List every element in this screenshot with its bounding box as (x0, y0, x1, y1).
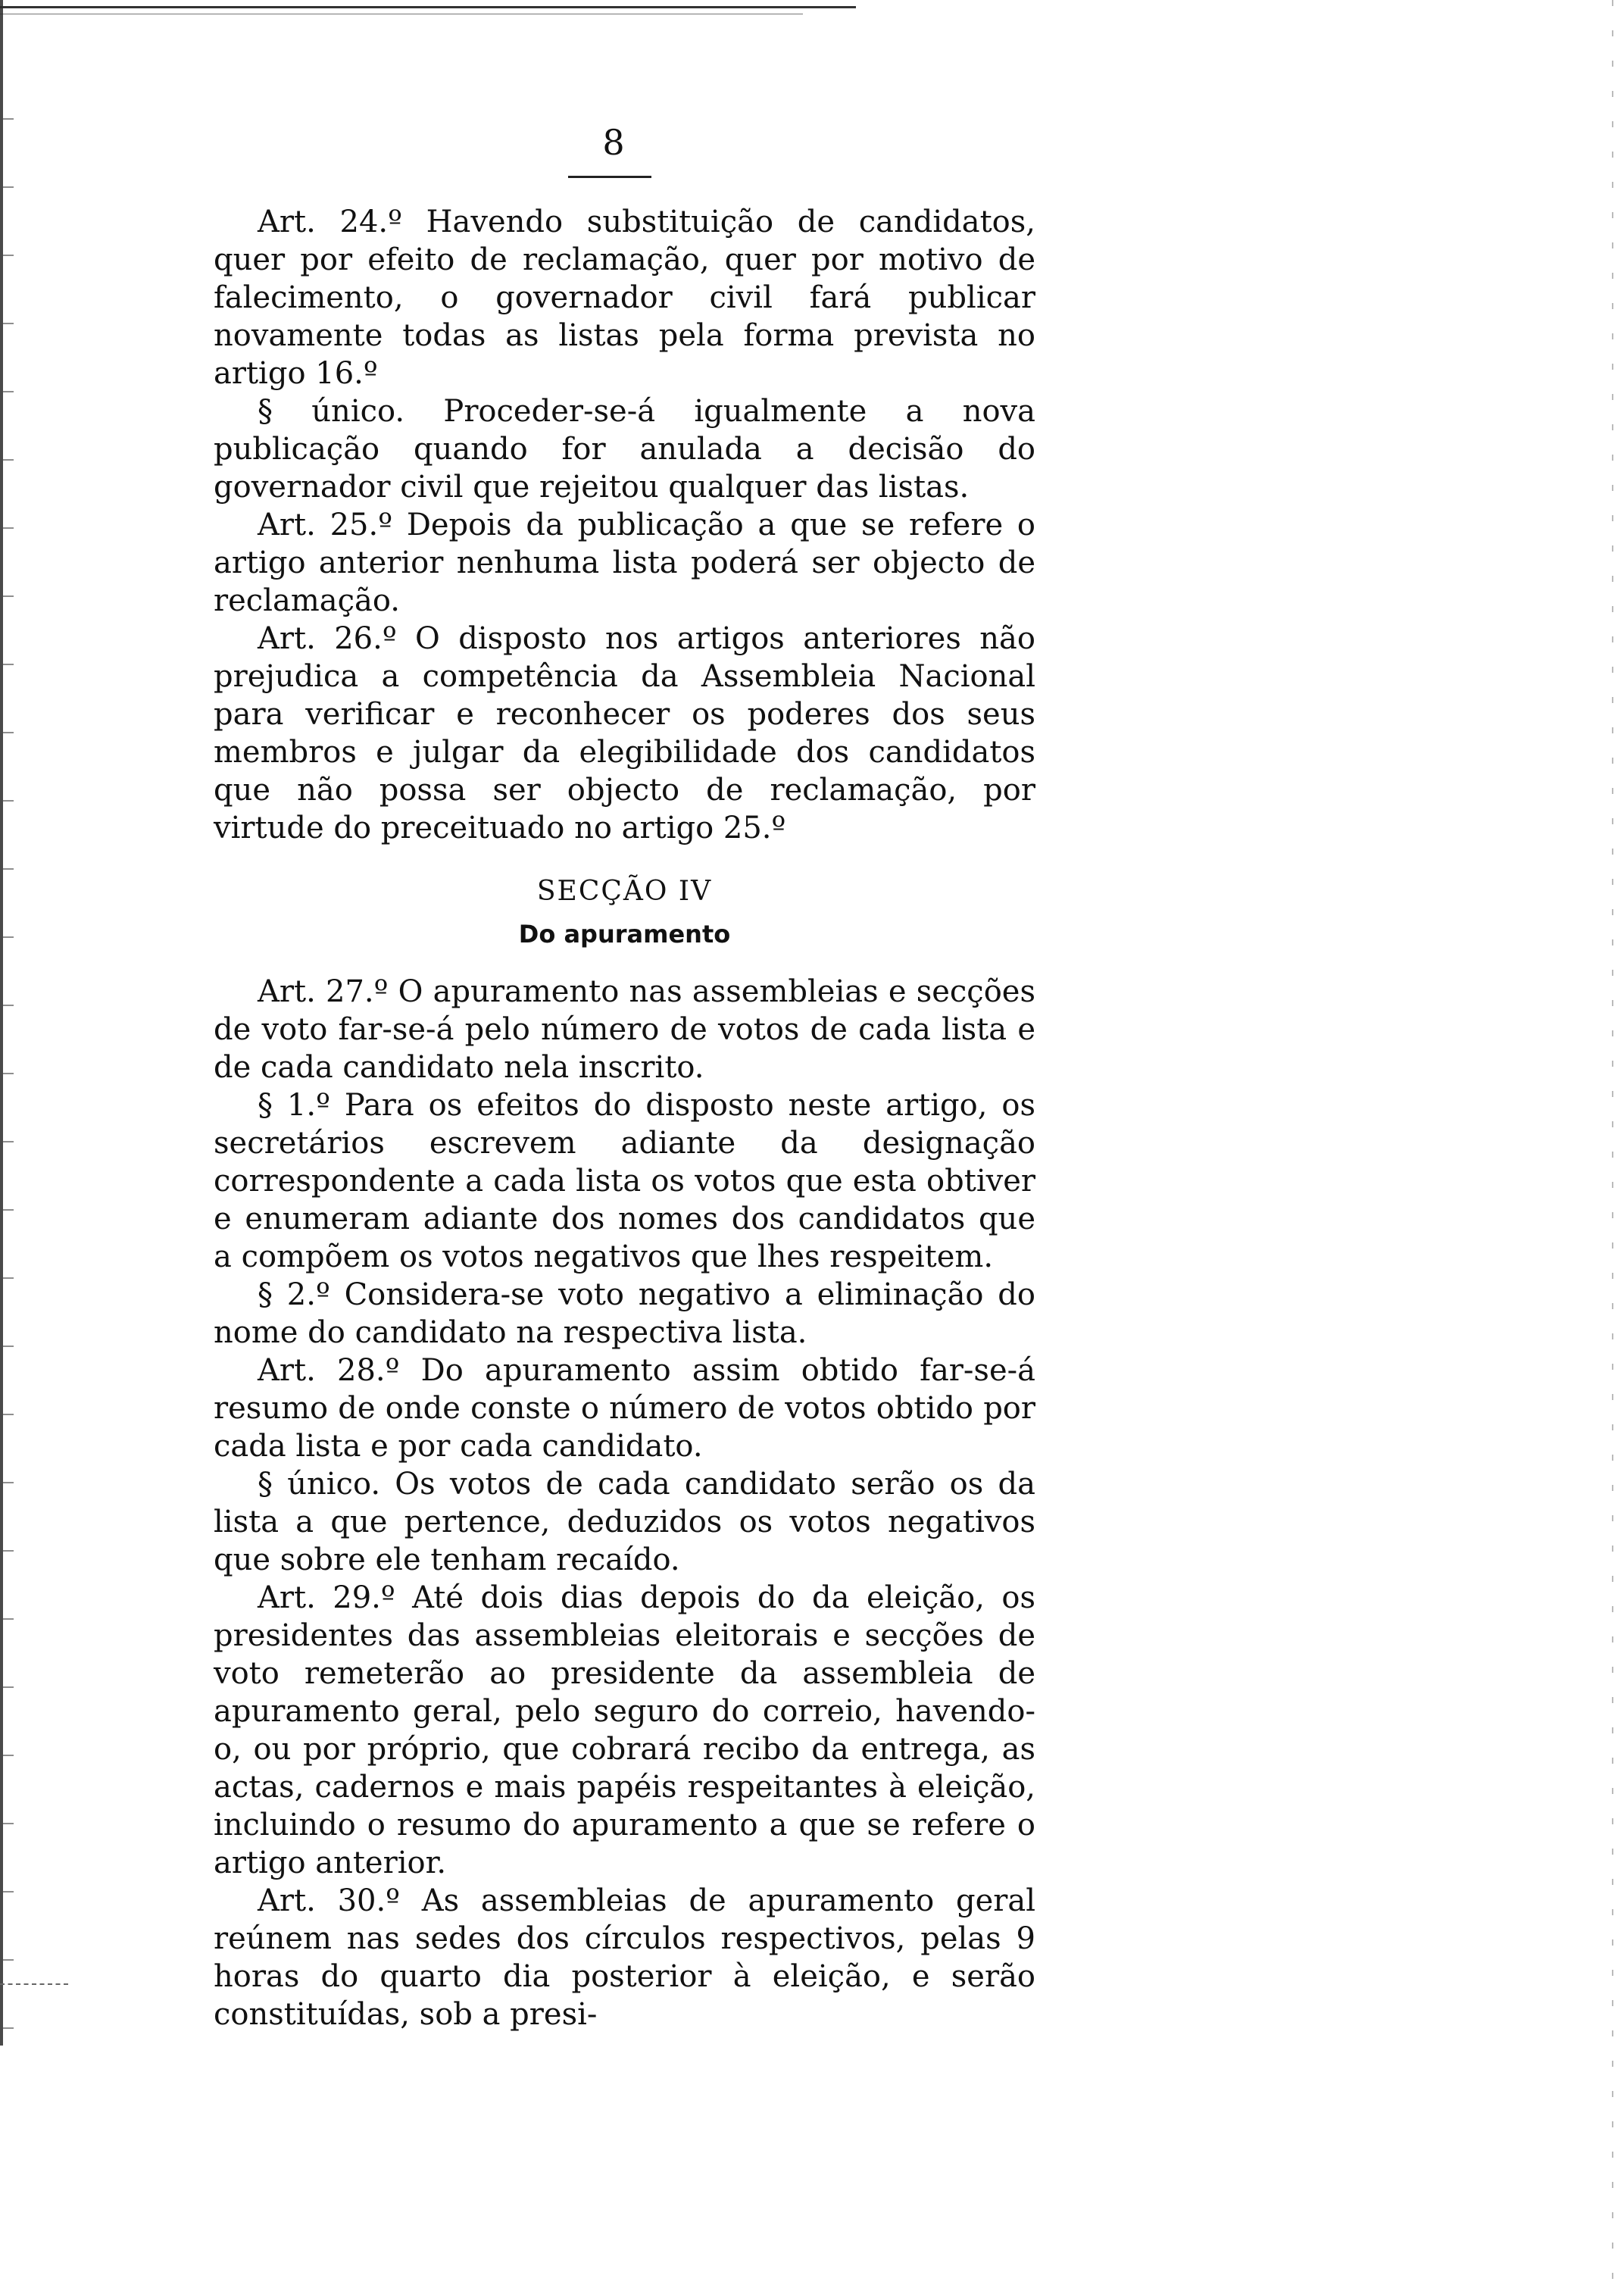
scan-top-border (0, 6, 856, 8)
page-number-underline (568, 176, 651, 178)
article-24-paragraph-unico: § único. Proceder-se-á igualmente a nova publicação quando for anulada a decisão do governador civil que rejeitou qualquer das listas. (214, 394, 1035, 505)
article-25: Art. 25.º Depois da publicação a que se refere o artigo anterior nenhuma lista poderá ser objecto de reclamação. (214, 508, 1035, 618)
article-24: Art. 24.º Havendo substituição de candidatos, quer por efeito de reclamação, quer por motivo de falecimento, o governador civil fará publicar novamente todas as listas pela forma prevista no artigo 16.º (214, 205, 1035, 391)
article-27-paragraph-2: § 2.º Considera-se voto negativo a eliminação do nome do candidato na respectiva lista. (214, 1277, 1035, 1350)
page-number: 8 (602, 122, 625, 163)
document-body (214, 203, 1035, 2033)
scan-left-marks (3, 91, 14, 2061)
scan-bottom-tick (0, 1983, 68, 1985)
article-28: Art. 28.º Do apuramento assim obtido far-se-á resumo de onde conste o número de votos obtido por cada lista e por cada candidato. (214, 1353, 1035, 1464)
article-26: Art. 26.º O disposto nos artigos anteriores não prejudica a competência da Assembleia Nacional para verificar e reconhecer os poderes dos seus membros e julgar da elegibilidade dos candidatos que não possa ser objecto de reclamação, por virtude do preceituado no artigo 25.º (214, 621, 1035, 845)
scan-right-edge (1612, 0, 1613, 2291)
article-27: Art. 27.º O apuramento nas assembleias e secções de voto far-se-á pelo número de votos de cada lista e de cada candidato nela inscrito. (214, 974, 1035, 1085)
section-subtitle: Do apuramento (518, 920, 731, 949)
article-29: Art. 29.º Até dois dias depois do da eleição, os presidentes das assembleias eleitorais e secções de voto remeterão ao presidente da assembleia de apuramento geral, pelo seguro do correio, havendo-o, ou por próprio, que cobrará recibo da entrega, as actas, cadernos e mais papéis respeitantes à eleição, incluindo o resumo do apuramento a que se refere o artigo anterior. (214, 1580, 1035, 1880)
article-30: Art. 30.º As assembleias de apuramento geral reúnem nas sedes dos círculos respectivos, pelas 9 horas do quarto dia posterior à eleição, e serão constituídas, sob a presi- (214, 1883, 1035, 2032)
article-28-paragraph-unico: § único. Os votos de cada candidato serão os da lista a que pertence, deduzidos os votos negativos que sobre ele tenham recaído. (214, 1467, 1035, 1577)
section-title: SECÇÃO IV (536, 876, 713, 907)
article-27-paragraph-1: § 1.º Para os efeitos do disposto neste artigo, os secretários escrevem adiante da designação correspondente a cada lista os votos que esta obtiver e enumeram adiante dos nomes dos candidatos que a compõem os votos negativos que lhes respeitem. (214, 1088, 1035, 1274)
